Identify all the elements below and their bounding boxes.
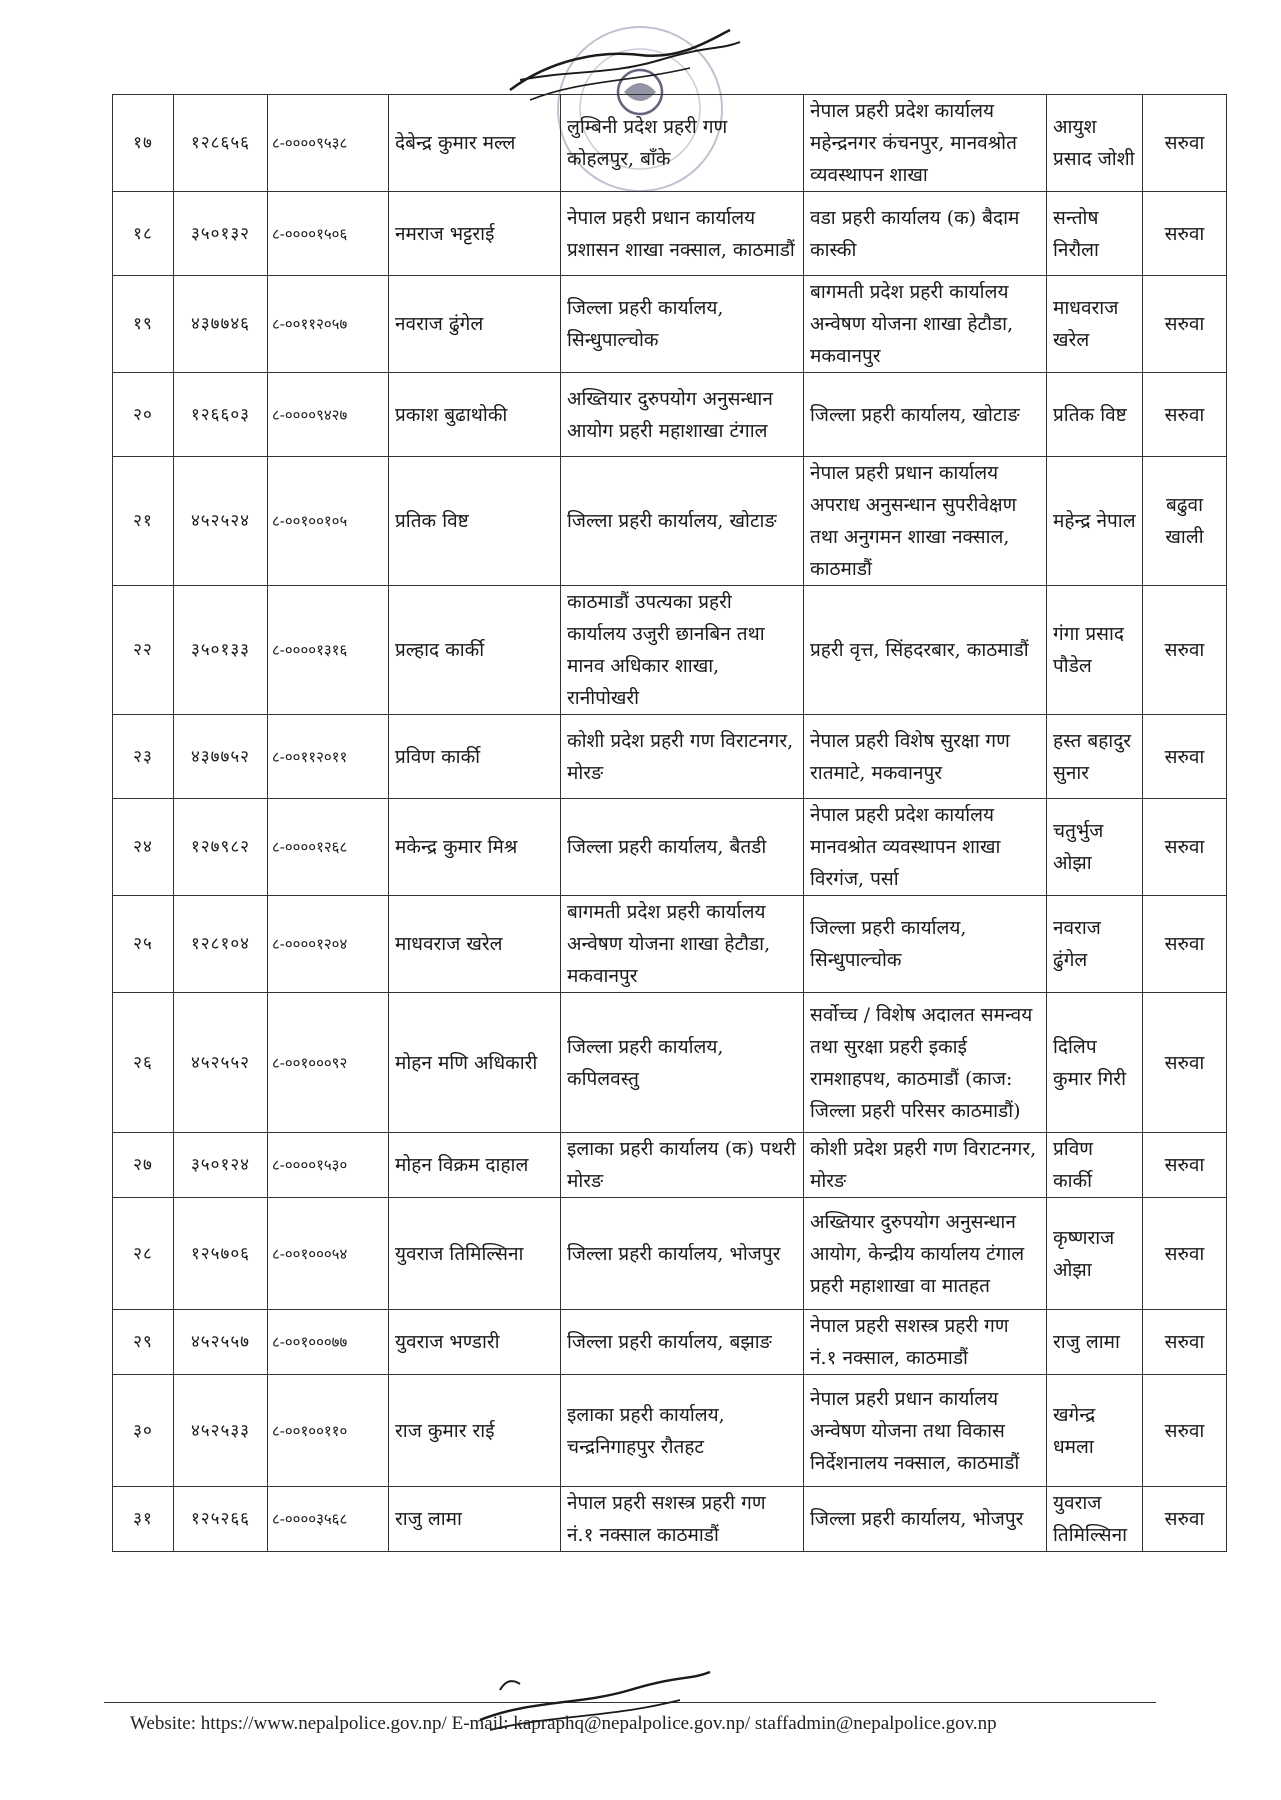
employee-id: ४५२५५७	[174, 1310, 268, 1375]
remark: सरुवा	[1143, 192, 1227, 276]
current-office: नेपाल प्रहरी सशस्त्र प्रहरी गण नं.१ नक्साल काठमाडौं	[561, 1487, 804, 1552]
serial-number: २७	[113, 1133, 174, 1198]
replacement-name: खगेन्द्र धमला	[1047, 1375, 1143, 1487]
serial-number: ३०	[113, 1375, 174, 1487]
new-office: नेपाल प्रहरी प्रधान कार्यालय अन्वेषण योजना तथा विकास निर्देशनालय नक्साल, काठमाडौं	[804, 1375, 1047, 1487]
replacement-name: राजु लामा	[1047, 1310, 1143, 1375]
serial-number: २५	[113, 896, 174, 993]
personnel-code: ८-००००१५०६	[268, 192, 389, 276]
employee-name: नवराज ढुंगेल	[389, 276, 561, 373]
table-row	[113, 192, 1227, 276]
employee-name: युवराज तिमिल्सिना	[389, 1198, 561, 1310]
current-office: जिल्ला प्रहरी कार्यालय, खोटाङ	[561, 457, 804, 586]
employee-name: राज कुमार राई	[389, 1375, 561, 1487]
table-row	[113, 276, 1227, 373]
serial-number: २९	[113, 1310, 174, 1375]
serial-number: २६	[113, 993, 174, 1133]
replacement-name: आयुश प्रसाद जोशी	[1047, 95, 1143, 192]
serial-number: २२	[113, 586, 174, 715]
employee-name: मकेन्द्र कुमार मिश्र	[389, 799, 561, 896]
remark: सरुवा	[1143, 373, 1227, 457]
personnel-code: ८-००१०००७७	[268, 1310, 389, 1375]
replacement-name: कृष्णराज ओझा	[1047, 1198, 1143, 1310]
serial-number: २३	[113, 715, 174, 799]
employee-id: १२८१०४	[174, 896, 268, 993]
remark: बढुवा खाली	[1143, 457, 1227, 586]
current-office: जिल्ला प्रहरी कार्यालय, कपिलवस्तु	[561, 993, 804, 1133]
employee-id: ४३७७५२	[174, 715, 268, 799]
personnel-code: ८-००१००१०५	[268, 457, 389, 586]
new-office: प्रहरी वृत्त, सिंहदरबार, काठमाडौं	[804, 586, 1047, 715]
remark: सरुवा	[1143, 1133, 1227, 1198]
remark: सरुवा	[1143, 1487, 1227, 1552]
remark: सरुवा	[1143, 715, 1227, 799]
remark: सरुवा	[1143, 586, 1227, 715]
employee-id: १२५२६६	[174, 1487, 268, 1552]
employee-id: ४५२५५२	[174, 993, 268, 1133]
employee-name: मोहन विक्रम दाहाल	[389, 1133, 561, 1198]
current-office: इलाका प्रहरी कार्यालय (क) पथरी मोरङ	[561, 1133, 804, 1198]
employee-id: १२६६०३	[174, 373, 268, 457]
current-office: कोशी प्रदेश प्रहरी गण विराटनगर, मोरङ	[561, 715, 804, 799]
serial-number: २०	[113, 373, 174, 457]
employee-name: प्रल्हाद कार्की	[389, 586, 561, 715]
employee-id: ३५०१३२	[174, 192, 268, 276]
remark: सरुवा	[1143, 1375, 1227, 1487]
serial-number: २८	[113, 1198, 174, 1310]
remark: सरुवा	[1143, 276, 1227, 373]
new-office: नेपाल प्रहरी प्रदेश कार्यालय मानवश्रोत व्यवस्थापन शाखा विरगंज, पर्सा	[804, 799, 1047, 896]
serial-number: २४	[113, 799, 174, 896]
table-row	[113, 1487, 1227, 1552]
new-office: नेपाल प्रहरी विशेष सुरक्षा गण रातमाटे, मकवानपुर	[804, 715, 1047, 799]
remark: सरुवा	[1143, 95, 1227, 192]
personnel-code: ८-००१०००९२	[268, 993, 389, 1133]
serial-number: १७	[113, 95, 174, 192]
employee-id: ४५२५२४	[174, 457, 268, 586]
employee-name: माधवराज खरेल	[389, 896, 561, 993]
replacement-name: प्रविण कार्की	[1047, 1133, 1143, 1198]
replacement-name: महेन्द्र नेपाल	[1047, 457, 1143, 586]
table-row	[113, 896, 1227, 993]
employee-id: १२७९८२	[174, 799, 268, 896]
table-row	[113, 715, 1227, 799]
current-office: इलाका प्रहरी कार्यालय, चन्द्रनिगाहपुर रौतहट	[561, 1375, 804, 1487]
new-office: बागमती प्रदेश प्रहरी कार्यालय अन्वेषण योजना शाखा हेटौडा, मकवानपुर	[804, 276, 1047, 373]
table-row	[113, 1310, 1227, 1375]
transfer-table	[112, 94, 1227, 1552]
replacement-name: प्रतिक विष्ट	[1047, 373, 1143, 457]
personnel-code: ८-००११२०५७	[268, 276, 389, 373]
current-office: जिल्ला प्रहरी कार्यालय, बझाङ	[561, 1310, 804, 1375]
table-row	[113, 1375, 1227, 1487]
new-office: नेपाल प्रहरी प्रधान कार्यालय अपराध अनुसन्धान सुपरीवेक्षण तथा अनुगमन शाखा नक्साल, काठमाडौं	[804, 457, 1047, 586]
remark: सरुवा	[1143, 799, 1227, 896]
employee-name: प्रविण कार्की	[389, 715, 561, 799]
employee-name: प्रतिक विष्ट	[389, 457, 561, 586]
current-office: बागमती प्रदेश प्रहरी कार्यालय अन्वेषण योजना शाखा हेटौडा, मकवानपुर	[561, 896, 804, 993]
new-office: नेपाल प्रहरी सशस्त्र प्रहरी गण नं.१ नक्साल, काठमाडौं	[804, 1310, 1047, 1375]
replacement-name: युवराज तिमिल्सिना	[1047, 1487, 1143, 1552]
employee-name: प्रकाश बुढाथोकी	[389, 373, 561, 457]
table-row	[113, 799, 1227, 896]
current-office: जिल्ला प्रहरी कार्यालय, बैतडी	[561, 799, 804, 896]
replacement-name: हस्त बहादुर सुनार	[1047, 715, 1143, 799]
personnel-code: ८-००१००११०	[268, 1375, 389, 1487]
table-row	[113, 1198, 1227, 1310]
table-row	[113, 993, 1227, 1133]
personnel-code: ८-००००३५६८	[268, 1487, 389, 1552]
employee-name: मोहन मणि अधिकारी	[389, 993, 561, 1133]
current-office: जिल्ला प्रहरी कार्यालय, सिन्धुपाल्चोक	[561, 276, 804, 373]
serial-number: २१	[113, 457, 174, 586]
table-row	[113, 373, 1227, 457]
remark: सरुवा	[1143, 993, 1227, 1133]
new-office: जिल्ला प्रहरी कार्यालय, भोजपुर	[804, 1487, 1047, 1552]
remark: सरुवा	[1143, 896, 1227, 993]
current-office: नेपाल प्रहरी प्रधान कार्यालय प्रशासन शाखा नक्साल, काठमाडौं	[561, 192, 804, 276]
table-row	[113, 1133, 1227, 1198]
serial-number: ३१	[113, 1487, 174, 1552]
serial-number: १९	[113, 276, 174, 373]
current-office: लुम्बिनी प्रदेश प्रहरी गण कोहलपुर, बाँके	[561, 95, 804, 192]
current-office: जिल्ला प्रहरी कार्यालय, भोजपुर	[561, 1198, 804, 1310]
current-office: काठमाडौं उपत्यका प्रहरी कार्यालय उजुरी छानबिन तथा मानव अधिकार शाखा, रानीपोखरी	[561, 586, 804, 715]
personnel-code: ८-००००१२६८	[268, 799, 389, 896]
replacement-name: दिलिप कुमार गिरी	[1047, 993, 1143, 1133]
replacement-name: नवराज ढुंगेल	[1047, 896, 1143, 993]
personnel-code: ८-००१०००५४	[268, 1198, 389, 1310]
employee-id: ३५०१३३	[174, 586, 268, 715]
replacement-name: माधवराज खरेल	[1047, 276, 1143, 373]
table-row	[113, 457, 1227, 586]
employee-name: नमराज भट्टराई	[389, 192, 561, 276]
replacement-name: गंगा प्रसाद पौडेल	[1047, 586, 1143, 715]
employee-id: ३५०१२४	[174, 1133, 268, 1198]
personnel-code: ८-००००९४२७	[268, 373, 389, 457]
current-office: अख्तियार दुरुपयोग अनुसन्धान आयोग प्रहरी महाशाखा टंगाल	[561, 373, 804, 457]
employee-id: ४३७७४६	[174, 276, 268, 373]
remark: सरुवा	[1143, 1310, 1227, 1375]
new-office: नेपाल प्रहरी प्रदेश कार्यालय महेन्द्रनगर कंचनपुर, मानवश्रोत व्यवस्थापन शाखा	[804, 95, 1047, 192]
table-row	[113, 586, 1227, 715]
employee-id: १२८६५६	[174, 95, 268, 192]
new-office: वडा प्रहरी कार्यालय (क) बैदाम कास्की	[804, 192, 1047, 276]
employee-name: युवराज भण्डारी	[389, 1310, 561, 1375]
serial-number: १८	[113, 192, 174, 276]
employee-name: राजु लामा	[389, 1487, 561, 1552]
personnel-code: ८-००००१३१६	[268, 586, 389, 715]
table-row	[113, 95, 1227, 192]
personnel-code: ८-००११२०११	[268, 715, 389, 799]
new-office: अख्तियार दुरुपयोग अनुसन्धान आयोग, केन्द्रीय कार्यालय टंगाल प्रहरी महाशाखा वा मातहत	[804, 1198, 1047, 1310]
new-office: जिल्ला प्रहरी कार्यालय, सिन्धुपाल्चोक	[804, 896, 1047, 993]
new-office: सर्वोच्च / विशेष अदालत समन्वय तथा सुरक्षा प्रहरी इकाई रामशाहपथ, काठमाडौं (काज: जिल्ला प्रहरी परिसर काठमाडौं)	[804, 993, 1047, 1133]
employee-id: १२५७०६	[174, 1198, 268, 1310]
replacement-name: चतुर्भुज ओझा	[1047, 799, 1143, 896]
personnel-code: ८-००००१२०४	[268, 896, 389, 993]
personnel-code: ८-००००१५३०	[268, 1133, 389, 1198]
employee-name: देबेन्द्र कुमार मल्ल	[389, 95, 561, 192]
remark: सरुवा	[1143, 1198, 1227, 1310]
new-office: जिल्ला प्रहरी कार्यालय, खोटाङ	[804, 373, 1047, 457]
new-office: कोशी प्रदेश प्रहरी गण विराटनगर, मोरङ	[804, 1133, 1047, 1198]
replacement-name: सन्तोष निरौला	[1047, 192, 1143, 276]
personnel-code: ८-००००९५३८	[268, 95, 389, 192]
footer-contact: Website: https://www.nepalpolice.gov.np/ E-mail: kapraphq@nepalpolice.gov.np/ staffadmin@nepalpolice.gov.np	[130, 1713, 997, 1734]
employee-id: ४५२५३३	[174, 1375, 268, 1487]
